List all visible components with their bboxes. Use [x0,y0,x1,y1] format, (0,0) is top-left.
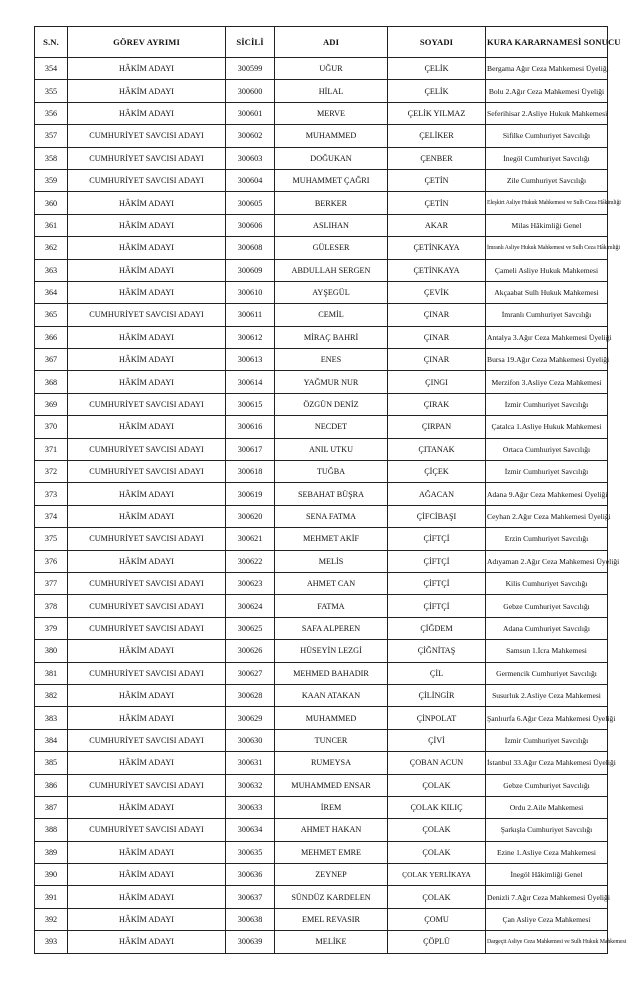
cell-name: MUHAMMET ÇAĞRI [275,169,388,191]
table-row [35,349,608,371]
cell-role: HÂKİM ADAYI [68,908,226,930]
cell-result: Erzin Cumhuriyet Savcılığı [486,528,608,550]
table-row [35,304,608,326]
table-row [35,259,608,281]
cell-role: HÂKİM ADAYI [68,796,226,818]
table-row [35,662,608,684]
cell-sn: 389 [35,841,68,863]
cell-name: GÜLESER [275,237,388,259]
cell-result: Seferihisar 2.Asliye Hukuk Mahkemesi [486,102,608,124]
cell-role: CUMHURİYET SAVCISI ADAYI [68,304,226,326]
table-row [35,886,608,908]
cell-id: 300632 [226,774,275,796]
table-row [35,729,608,751]
table-row [35,796,608,818]
cell-sn: 360 [35,192,68,214]
cell-result: İzmir Cumhuriyet Savcılığı [486,461,608,483]
table-row [35,281,608,303]
cell-name: MEHMET EMRE [275,841,388,863]
cell-surname: ÇİLİNGİR [388,684,486,706]
cell-surname: ÇİNPOLAT [388,707,486,729]
cell-role: CUMHURİYET SAVCISI ADAYI [68,461,226,483]
cell-result: İstanbul 33.Ağır Ceza Mahkemesi Üyeliği [486,752,608,774]
table-row [35,908,608,930]
cell-surname: ÇINAR [388,326,486,348]
cell-role: CUMHURİYET SAVCISI ADAYI [68,438,226,460]
cell-result: Bolu 2.Ağır Ceza Mahkemesi Üyeliği [486,80,608,102]
cell-role: CUMHURİYET SAVCISI ADAYI [68,572,226,594]
cell-id: 300603 [226,147,275,169]
cell-id: 300629 [226,707,275,729]
table-row [35,707,608,729]
cell-result: Şanlıurfa 6.Ağır Ceza Mahkemesi Üyeliği [486,707,608,729]
cell-surname: ÇELİKER [388,125,486,147]
cell-name: SENA FATMA [275,505,388,527]
cell-role: HÂKİM ADAYI [68,505,226,527]
cell-sn: 383 [35,707,68,729]
cell-result: İmranlı Cumhuriyet Savcılığı [486,304,608,326]
cell-name: DOĞUKAN [275,147,388,169]
cell-sn: 381 [35,662,68,684]
cell-result: İnegöl Cumhuriyet Savcılığı [486,147,608,169]
cell-name: RUMEYSA [275,752,388,774]
cell-role: CUMHURİYET SAVCISI ADAYI [68,774,226,796]
header-sn: S.N. [35,27,68,58]
cell-id: 300620 [226,505,275,527]
cell-surname: ÇİFTÇİ [388,595,486,617]
cell-result: Kilis Cumhuriyet Savcılığı [486,572,608,594]
table-row [35,483,608,505]
cell-id: 300615 [226,393,275,415]
table-row [35,774,608,796]
cell-role: CUMHURİYET SAVCISI ADAYI [68,729,226,751]
cell-id: 300619 [226,483,275,505]
cell-result: Ceyhan 2.Ağır Ceza Mahkemesi Üyeliği [486,505,608,527]
cell-name: SEBAHAT BÜŞRA [275,483,388,505]
cell-sn: 355 [35,80,68,102]
cell-role: CUMHURİYET SAVCISI ADAYI [68,617,226,639]
table-row [35,326,608,348]
cell-role: HÂKİM ADAYI [68,707,226,729]
table-row [35,125,608,147]
table-row [35,841,608,863]
cell-result: İnegöl Hâkimliği Genel [486,864,608,886]
cell-role: HÂKİM ADAYI [68,752,226,774]
cell-result: Ezine 1.Asliye Ceza Mahkemesi [486,841,608,863]
table-row [35,528,608,550]
cell-result: Zile Cumhuriyet Savcılığı [486,169,608,191]
cell-sn: 393 [35,931,68,953]
cell-surname: ÇELİK YILMAZ [388,102,486,124]
cell-result: Adana 9.Ağır Ceza Mahkemesi Üyeliği [486,483,608,505]
cell-id: 300623 [226,572,275,594]
cell-name: MEHMET AKİF [275,528,388,550]
cell-id: 300635 [226,841,275,863]
cell-role: HÂKİM ADAYI [68,349,226,371]
cell-role: HÂKİM ADAYI [68,864,226,886]
cell-sn: 367 [35,349,68,371]
cell-sn: 369 [35,393,68,415]
cell-surname: ÇOBAN ACUN [388,752,486,774]
cell-id: 300627 [226,662,275,684]
cell-result: Sifilke Cumhuriyet Savcılığı [486,125,608,147]
header-id: SİCİLİ [226,27,275,58]
cell-role: HÂKİM ADAYI [68,237,226,259]
table-row [35,147,608,169]
cell-result: Akçaabat Sulh Hukuk Mahkemesi [486,281,608,303]
header-surname: SOYADI [388,27,486,58]
cell-role: CUMHURİYET SAVCISI ADAYI [68,595,226,617]
cell-surname: ÇOLAK [388,886,486,908]
cell-id: 300622 [226,550,275,572]
table-row [35,102,608,124]
cell-name: MUHAMMED [275,125,388,147]
cell-role: CUMHURİYET SAVCISI ADAYI [68,662,226,684]
cell-id: 300618 [226,461,275,483]
cell-surname: ÇÖPLÜ [388,931,486,953]
cell-result: Ordu 2.Aile Mahkemesi [486,796,608,818]
table-row [35,214,608,236]
cell-sn: 379 [35,617,68,639]
cell-sn: 382 [35,684,68,706]
cell-result: Gebze Cumhuriyet Savcılığı [486,774,608,796]
cell-id: 300611 [226,304,275,326]
cell-id: 300631 [226,752,275,774]
cell-surname: ÇİĞNİTAŞ [388,640,486,662]
cell-surname: ÇOLAK [388,819,486,841]
cell-sn: 375 [35,528,68,550]
cell-role: HÂKİM ADAYI [68,886,226,908]
cell-surname: ÇİFTÇİ [388,528,486,550]
cell-name: ÖZGÜN DENİZ [275,393,388,415]
cell-name: BERKER [275,192,388,214]
cell-sn: 380 [35,640,68,662]
cell-role: CUMHURİYET SAVCISI ADAYI [68,393,226,415]
cell-role: HÂKİM ADAYI [68,841,226,863]
cell-surname: AĞACAN [388,483,486,505]
cell-id: 300625 [226,617,275,639]
cell-sn: 390 [35,864,68,886]
cell-name: AHMET CAN [275,572,388,594]
table-row [35,640,608,662]
cell-role: HÂKİM ADAYI [68,58,226,80]
table-row [35,752,608,774]
cell-role: HÂKİM ADAYI [68,192,226,214]
cell-surname: ÇETİNKAYA [388,237,486,259]
cell-role: HÂKİM ADAYI [68,80,226,102]
cell-sn: 354 [35,58,68,80]
cell-name: FATMA [275,595,388,617]
table-row [35,80,608,102]
table-row [35,416,608,438]
cell-role: CUMHURİYET SAVCISI ADAYI [68,125,226,147]
table-row [35,505,608,527]
cell-role: HÂKİM ADAYI [68,102,226,124]
cell-name: MUHAMMED [275,707,388,729]
cell-role: HÂKİM ADAYI [68,684,226,706]
cell-name: EMEL REVASIR [275,908,388,930]
cell-surname: ÇİL [388,662,486,684]
cell-surname: ÇOLAK [388,841,486,863]
cell-id: 300614 [226,371,275,393]
cell-id: 300639 [226,931,275,953]
cell-result: Merzifon 3.Asliye Ceza Mahkemesi [486,371,608,393]
cell-name: ZEYNEP [275,864,388,886]
cell-surname: ÇOLAK KILIÇ [388,796,486,818]
cell-id: 300617 [226,438,275,460]
cell-role: HÂKİM ADAYI [68,640,226,662]
cell-name: MUHAMMED ENSAR [275,774,388,796]
cell-role: HÂKİM ADAYI [68,931,226,953]
table-row [35,819,608,841]
header-name: ADI [275,27,388,58]
cell-id: 300628 [226,684,275,706]
cell-surname: ÇEVİK [388,281,486,303]
cell-id: 300610 [226,281,275,303]
cell-id: 300602 [226,125,275,147]
cell-name: AHMET HAKAN [275,819,388,841]
table-body [35,58,627,954]
table-row [35,169,608,191]
cell-surname: ÇİVİ [388,729,486,751]
cell-result: Dargeçit Asliye Ceza Mahkemesi ve Sulh Hukuk Mahkemesi [486,931,608,953]
cell-surname: ÇELİK [388,80,486,102]
cell-role: HÂKİM ADAYI [68,326,226,348]
table-row [35,438,608,460]
cell-result: Adana Cumhuriyet Savcılığı [486,617,608,639]
cell-surname: ÇETİN [388,169,486,191]
cell-role: CUMHURİYET SAVCISI ADAYI [68,147,226,169]
cell-name: AYŞEGÜL [275,281,388,303]
cell-name: CEMİL [275,304,388,326]
cell-sn: 373 [35,483,68,505]
cell-role: HÂKİM ADAYI [68,416,226,438]
cell-role: HÂKİM ADAYI [68,281,226,303]
cell-surname: ÇIRPAN [388,416,486,438]
cell-sn: 386 [35,774,68,796]
cell-surname: ÇINAR [388,349,486,371]
cell-name: KAAN ATAKAN [275,684,388,706]
cell-result: Milas Hâkimliği Genel [486,214,608,236]
table-row [35,864,608,886]
cell-sn: 387 [35,796,68,818]
cell-result: Susurluk 2.Asliye Ceza Mahkemesi [486,684,608,706]
cell-name: MERVE [275,102,388,124]
cell-surname: ÇİÇEK [388,461,486,483]
cell-sn: 365 [35,304,68,326]
header-row [35,27,608,58]
table-row [35,371,608,393]
table-row [35,550,608,572]
cell-result: İzmir Cumhuriyet Savcılığı [486,729,608,751]
table-row [35,572,608,594]
cell-role: HÂKİM ADAYI [68,214,226,236]
cell-sn: 359 [35,169,68,191]
cell-role: HÂKİM ADAYI [68,371,226,393]
cell-result: Bursa 19.Ağır Ceza Mahkemesi Üyeliği [486,349,608,371]
cell-result: Çan Asliye Ceza Mahkemesi [486,908,608,930]
cell-result: Çatalca 1.Asliye Hukuk Mahkemesi [486,416,608,438]
cell-role: CUMHURİYET SAVCISI ADAYI [68,819,226,841]
cell-name: HÜSEYİN LEZGİ [275,640,388,662]
cell-name: TUNCER [275,729,388,751]
cell-surname: ÇOLAK [388,774,486,796]
cell-sn: 358 [35,147,68,169]
cell-name: SÜNDÜZ KARDELEN [275,886,388,908]
cell-surname: ÇINGI [388,371,486,393]
cell-name: ASLIHAN [275,214,388,236]
cell-surname: ÇETİN [388,192,486,214]
cell-sn: 366 [35,326,68,348]
cell-id: 300600 [226,80,275,102]
cell-id: 300608 [226,237,275,259]
cell-id: 300637 [226,886,275,908]
cell-sn: 364 [35,281,68,303]
cell-sn: 376 [35,550,68,572]
cell-name: UĞUR [275,58,388,80]
cell-result: Germencik Cumhuriyet Savcılığı [486,662,608,684]
cell-sn: 370 [35,416,68,438]
table-row [35,595,608,617]
cell-surname: ÇINAR [388,304,486,326]
cell-id: 300626 [226,640,275,662]
cell-id: 300621 [226,528,275,550]
cell-surname: ÇİFTÇİ [388,550,486,572]
cell-id: 300613 [226,349,275,371]
cell-id: 300634 [226,819,275,841]
cell-result: Samsun 1.İcra Mahkemesi [486,640,608,662]
table-header [35,27,621,58]
cell-result: Çameli Asliye Hukuk Mahkemesi [486,259,608,281]
table-row [35,393,608,415]
cell-sn: 391 [35,886,68,908]
cell-name: YAĞMUR NUR [275,371,388,393]
cell-sn: 362 [35,237,68,259]
cell-sn: 361 [35,214,68,236]
cell-sn: 377 [35,572,68,594]
header-role: GÖREV AYRIMI [68,27,226,58]
cell-name: MEHMED BAHADIR [275,662,388,684]
cell-sn: 357 [35,125,68,147]
cell-name: TUĞBA [275,461,388,483]
cell-name: MELİS [275,550,388,572]
cell-id: 300630 [226,729,275,751]
cell-id: 300601 [226,102,275,124]
cell-surname: ÇETİNKAYA [388,259,486,281]
cell-result: Adıyaman 2.Ağır Ceza Mahkemesi Üyeliği [486,550,608,572]
cell-surname: AKAR [388,214,486,236]
cell-sn: 372 [35,461,68,483]
cell-result: Eleşkirt Asliye Hukuk Mahkemesi ve Sulh Ceza Hâkimliği [486,192,608,214]
cell-sn: 356 [35,102,68,124]
cell-surname: ÇELİK [388,58,486,80]
cell-result: İmranlı Asliye Hukuk Mahkemesi ve Sulh Ceza Hâkimliği [486,237,608,259]
cell-id: 300604 [226,169,275,191]
cell-role: HÂKİM ADAYI [68,483,226,505]
cell-id: 300609 [226,259,275,281]
cell-name: MİRAÇ BAHRİ [275,326,388,348]
header-result: KURA KARARNAMESİ SONUCU [486,27,608,58]
cell-sn: 374 [35,505,68,527]
cell-id: 300616 [226,416,275,438]
cell-name: İREM [275,796,388,818]
cell-result: Şarkışla Cumhuriyet Savcılığı [486,819,608,841]
table-row [35,684,608,706]
cell-sn: 363 [35,259,68,281]
table-row [35,617,608,639]
cell-role: HÂKİM ADAYI [68,550,226,572]
cell-name: ANIL UTKU [275,438,388,460]
cell-sn: 368 [35,371,68,393]
cell-sn: 371 [35,438,68,460]
cell-surname: ÇITANAK [388,438,486,460]
cell-name: MELİKE [275,931,388,953]
cell-name: HİLAL [275,80,388,102]
cell-role: CUMHURİYET SAVCISI ADAYI [68,169,226,191]
cell-name: ENES [275,349,388,371]
cell-sn: 378 [35,595,68,617]
cell-surname: ÇOLAK YERLİKAYA [388,864,486,886]
cell-surname: ÇENBER [388,147,486,169]
cell-id: 300633 [226,796,275,818]
cell-result: Ortaca Cumhuriyet Savcılığı [486,438,608,460]
cell-name: ABDULLAH SERGEN [275,259,388,281]
cell-sn: 388 [35,819,68,841]
cell-id: 300638 [226,908,275,930]
cell-id: 300636 [226,864,275,886]
cell-result: Antalya 3.Ağır Ceza Mahkemesi Üyeliği [486,326,608,348]
cell-sn: 384 [35,729,68,751]
table-row [35,237,608,259]
cell-result: Bergama Ağır Ceza Mahkemesi Üyeliği [486,58,608,80]
cell-id: 300599 [226,58,275,80]
cell-result: Gebze Cumhuriyet Savcılığı [486,595,608,617]
table-row [35,192,608,214]
table-row [35,931,608,953]
cell-result: İzmir Cumhuriyet Savcılığı [486,393,608,415]
cell-surname: ÇOMU [388,908,486,930]
cell-id: 300612 [226,326,275,348]
cell-id: 300606 [226,214,275,236]
cell-id: 300605 [226,192,275,214]
cell-name: NECDET [275,416,388,438]
table-row [35,58,608,80]
cell-surname: ÇİFCİBAŞI [388,505,486,527]
cell-name: SAFA ALPEREN [275,617,388,639]
cell-sn: 392 [35,908,68,930]
cell-sn: 385 [35,752,68,774]
assignment-table [34,26,627,954]
cell-result: Denizli 7.Ağır Ceza Mahkemesi Üyeliği [486,886,608,908]
cell-role: HÂKİM ADAYI [68,259,226,281]
cell-id: 300624 [226,595,275,617]
cell-role: CUMHURİYET SAVCISI ADAYI [68,528,226,550]
table-row [35,461,608,483]
cell-surname: ÇİFTÇİ [388,572,486,594]
cell-surname: ÇIRAK [388,393,486,415]
cell-surname: ÇİĞDEM [388,617,486,639]
